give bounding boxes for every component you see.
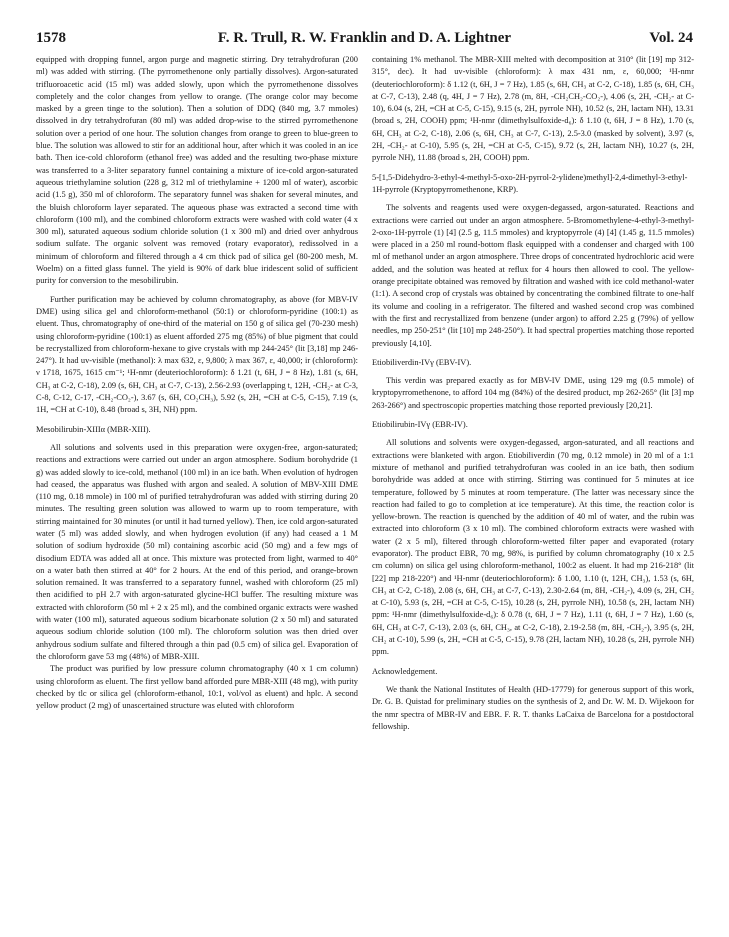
section-heading: Etiobilirubin-IVγ (EBR-IV). [372, 420, 468, 430]
running-head-authors: F. R. Trull, R. W. Franklin and D. A. Lightner [217, 30, 512, 46]
volume-label: Vol. 24 [649, 30, 693, 46]
section-heading: 5-[1,5-Didehydro-3-ethyl-4-methyl-5-oxo-2H-pyrrol-2-ylidene)methyl]-2,4-dimethyl-3-ethyl-1H-pyrrole (Kryptopyrromethenone, KRP). [372, 172, 688, 194]
section-heading: Mesobilirubin-XIIIα (MBR-XIII). [36, 424, 151, 434]
paragraph: equipped with dropping funnel, argon purge and magnetic stirring. Dry tetrahydrofuran (200 ml) was added with stirring. (The pyrromethenone only partially dissolves). Argon-saturated trifluoroacetic acid (15 ml) was added slowly, upon which the pyrromethenone dissolves completely and the color changes from yellow to orange. (The orange color may become masked by a green tinge to the solution). Then a solution of DDQ (840 mg, 3.7 mmoles) dissolved in dry tetrahydrofuran (80 ml) was added drop-wise to the stirred pyrromethenone solution over a period of one hour. The solution changes from orange to green to blue-green to blue. The solution was allowed to stir for an additional hour, after which it was cooled in an ice bath. Then ice-cold chloroform (ethanol free) was added and the resulting two-phase mixture was transferred to a 3-liter separatory funnel containing a mixture of ice-cold argon-saturated aqueous triethylamine solution (228 g, 312 ml of triethylamine + 1200 ml of water), ascorbic acid (1.5 g), 350 ml of chloroform. The separatory funnel was shaken for several minutes, and the bluish chloroform layer separated. The aqueous phase was extracted a second time with chloroform (100 ml), and the combined chloroform extracts were washed with cold water (4 x 300 ml), saturated aqueous sodium chloride solution (1 x 300 ml) and dried over anhydrous sodium sulfate. The organic solvent was removed (rotary evaporator), redissolved in a minimum of chloroform and filtered through a 4 cm thick pad of silica gel (80-200 mesh, M. Woelm) on a fitted glass funnel. The yield is 90% of dark blue iridescent solid of sufficient purity for conversion to the mesobilirubin. [36, 55, 358, 286]
paragraph: The solvents and reagents used were oxygen-degassed, argon-saturated. Reactions and extractions were carried out under an argon atmosphere. 5-Bromomethylene-4-ethyl-3-methyl-2-oxo-1H-pyrrole (1) [4] (2.5 g, 11.5 mmoles) and kryptopyrrole (4) [4] (1.45 g, 11.5 mmoles) were placed in a 250 ml round-bottom flask equipped with a condenser and charged with 100 ml of methanol under an argon atmosphere. Three drops of concentrated hydrochloric acid were added, and the solution was heated at reflux for 4 hours then allowed to cool. The yellow-orange precipitate obtained was removed by filtration and washed with ice cold methanol-water (1:1). A second crop of crystals was obtained by concentrating the combined filtrate to one-half its volume and cooling in a refrigerator. The filtered and washed second crop was combined with the first and recrystallized from benzene (under argon) to afford 2.25 g (79%) of yellow needles, mp 250-251° (lit [10] mp 248-250°). It had spectral properties matching those reported previously [4,10]. [372, 203, 694, 348]
paragraph: containing 1% methanol. The MBR-XIII melted with decomposition at 310° (lit [19] mp 312-315°, dec). It had uv-visible (chloroform): λ max 431 nm, ε, 60,000; ¹H-nmr (deuteriochloroform): δ 1.12 (t, 6H, J = 7 Hz), 1.85 (s, 6H, CH₃ at C-2, C-18), 1.85 (s, 6H, CH₃ at C-7, C-13), 2.48 (q, 4H, J = 7 Hz), 2.78 (m, 8H, -CH₂CH₂-CO₂-), 4.06 (s, 2H, -CH₂- at C-10), 6.04 (s, 2H, =CH at C-5, C-15), 9.15 (s, 2H, pyrrole NH), 10.52 (s, 2H, lactam NH), 13.31 (broad s, 2H, COOH) ppm; ¹H-nmr (dimethylsulfoxide-d₆): δ 1.10 (t, 6H, J = 8 Hz), 1.70 (s, 6H, CH₃ at C-2, C-18), 2.06 (s, 6H, CH₃ at C-7, C-13), 2.5-3.0 (masked by solvent), 3.97 (s, 2H, -CH₂- at C-10), 5.95 (s, 2H, =CH at C-5, C-15), 9.72 (s, 2H, lactam NH), 10.27 (s, 2H, pyrrole NH), 11.88 (broad s, 2H, COOH) ppm. [372, 55, 694, 163]
page-number: 1578 [36, 30, 66, 46]
paragraph: The product was purified by low pressure column chromatography (40 x 1 cm column) using chloroform as eluent. The first yellow band afforded pure MBR-XIII (48 mg), with purity checked by tlc or silica gel (chloroform-ethanol, 10:1, vol/vol as eluent) and hplc. A second yellow product (2 mg) of unascertained structure was eluted with chloroform [36, 664, 358, 711]
left-column [36, 54, 358, 712]
paragraph: Further purification may be achieved by column chromatography, as above (for MBV-IV DME) using silica gel and chloroform-methanol (50:1) or chloroform-pyridine (100:1) as eluent. Thus, chromatography of one-third of the material on 150 g of silica gel (70-230 mesh) using chloroform-pyridine (100:1) as eluent afforded 275 mg (85%) of blue pigment that could be recrystallized from chloroform-hexane to give crystals with mp 244-245° (lit [3,18] mp 246-247°). It had uv-visible (methanol): λ max 632, ε, 9,800; λ max 367, ε, 40,000; ir (chloroform): ν 1718, 1675, 1615 cm⁻¹; ¹H-nmr (deuteriochloroform): δ 1.21 (t, 6H, J = 8 Hz), 1.81 (s, 6H, CH₃ at C-2, C-18), 2.09 (s, 6H, CH₃ at C-7, C-13), 2.56-2.93 (overlapping t, 12H, -CH₂- at C-3, C-8, C-12, C-17, -CH₂-CO₂-), 3.67 (s, 6H, CO₂CH₃), 5.92 (s, 2H, =CH at C-5, C-15), 7.19 (s, 1H, =CH at C-10), 8.48 (broad s, 3H, NH) ppm. [36, 294, 358, 415]
paragraph: All solutions and solvents used in this preparation were oxygen-free, argon-saturated; reactions and extractions were carried out under an argon atmosphere. Sodium borohydride (1 g) was added slowly to ice-cold, methanol (100 ml) in an ice bath. When evolution of hydrogen had ceased, the apparatus was flushed with argon and sealed. A solution of MBV-XIII DME (110 mg, 0.18 mmole) in 100 ml of purified tetrahydrofuran was added with stirring during 20 minutes. The resulting green solution was allowed to warm up to room temperature, with stirring maintained for 30 minutes (or until it had turned yellow). Then, ice cold argon-saturated water (5 ml) was added slowly, and when hydrogen evolution (if any) had ceased a 1 M solution of sodium hydroxide (50 ml) containing ascorbic acid (50 mg) and a few mgs of disodium EDTA was added all at once. This mixture was protected from light, warmed to 40° on a water bath then stirred at 40° for 2 hours. At the end of this period, and orange-brown solution remained. It was transferred to a separatory funnel, washed with chloroform (25 ml) then acidified to pH 2.7 with argon-saturated glycine-HCl buffer. The resulting mixture was extracted with chloroform (50 ml + 2 x 25 ml), and the combined organic extracts were washed with water (100 ml), saturated aqueous sodium bicarbonate solution (2 x 50 ml) and saturated aqueous sodium chloride solution (100 ml). The chloroform solution was then dried over anhydrous sodium sulfate and filtered through a thin pad (0.5 cm) of silica gel. Evaporation of the chloroform gave 53 mg (48%) of MBR-XIII. [36, 442, 358, 661]
paragraph: This verdin was prepared exactly as for MBV-IV DME, using 129 mg (0.5 mmole) of kryptopyrromethenone, to afford 104 mg (84%) of the desired product, mp 262-265° (lit [3] mp 263-266°) and spectroscopic properties matching those reported previously [20,21]. [372, 376, 694, 410]
paragraph: All solutions and solvents were oxygen-degassed, argon-saturated, and all reactions and extractions were blanketed with argon. Etiobiliverdin (70 mg, 0.12 mmole) in 20 ml of a 1:1 mixture of methanol and purified tetrahydrofuran was cooled in an ice bath, then sodium borohydride was added at once with stirring. Stirring was continued for 5 minutes at ice temperature, followed by 5 minutes at room temperature. (The latter was necessary since the reaction had failed to go to completion at ice temperature). At this time, the reaction color is yellow-brown. The reaction is quenched by the addition of 40 ml of water, and the rubin was extracted into chloroform (3 x 10 ml). The combined chloroform extracts were washed with water (2 x 5 ml), filtered through chloroform-wetted filter paper and evaporated (rotary evaporator). The product EBR, 70 mg, 98%, is purified by column chromatography (10 x 2.5 cm column) on silica gel using chloroform-methanol, 100:2 as eluent. It had mp 216-218° (lit [22] mp 218-220°) and ¹H-nmr (deuteriochloroform): δ 1.00, 1.10 (t, 12H, CH₃), 1.53 (s, 6H, CH₃ at C-2, C-18), 2.08 (s, 6H, CH₃ at C-7, C-13), 2.30-2.64 (m, 8H, -CH₂-), 4.09 (s, 2H, CH₂ at C-10), 5.93 (s, 2H, =CH at C-5, C-15), 10.28 (s, 2H, pyrrole NH), 10.58 (s, 2H, lactam NH) ppm: ¹H-nmr (dimethylsulfoxide-d₆): δ 0.78 (t, 6H, J = 7 Hz), 1.11 (t, 6H, J = 7 Hz), 1.60 (s, 6H, CH₃ at C-7, C-13), 2.03 (s, 6H, CH₃, at C-2, C-18), 2.19-2.58 (m, 8H, -CH₂-), 3.95 (s, 2H, CH₂ at C-10), 5.99 (s, 2H, =CH at C-5, C-15), 9.78 (2H, lactam NH), 10.28 (s, 2H, pyrrole NH) ppm. [372, 438, 694, 657]
section-heading: Etiobiliverdin-IVγ (EBV-IV). [372, 357, 472, 367]
section-heading: Acknowledgement. [372, 666, 438, 676]
right-column [372, 54, 694, 733]
paragraph: We thank the National Institutes of Health (HD-17779) for generous support of this work, Dr. G. B. Quistad for preliminary studies on the synthesis of 2, and Dr. W. M. D. Wijekoon for the nmr spectra of MBR-IV and EBR. F. R. T. thanks LaCaixa de Barcelona for a postdoctoral fellowship. [372, 684, 694, 731]
page-header [36, 30, 693, 50]
